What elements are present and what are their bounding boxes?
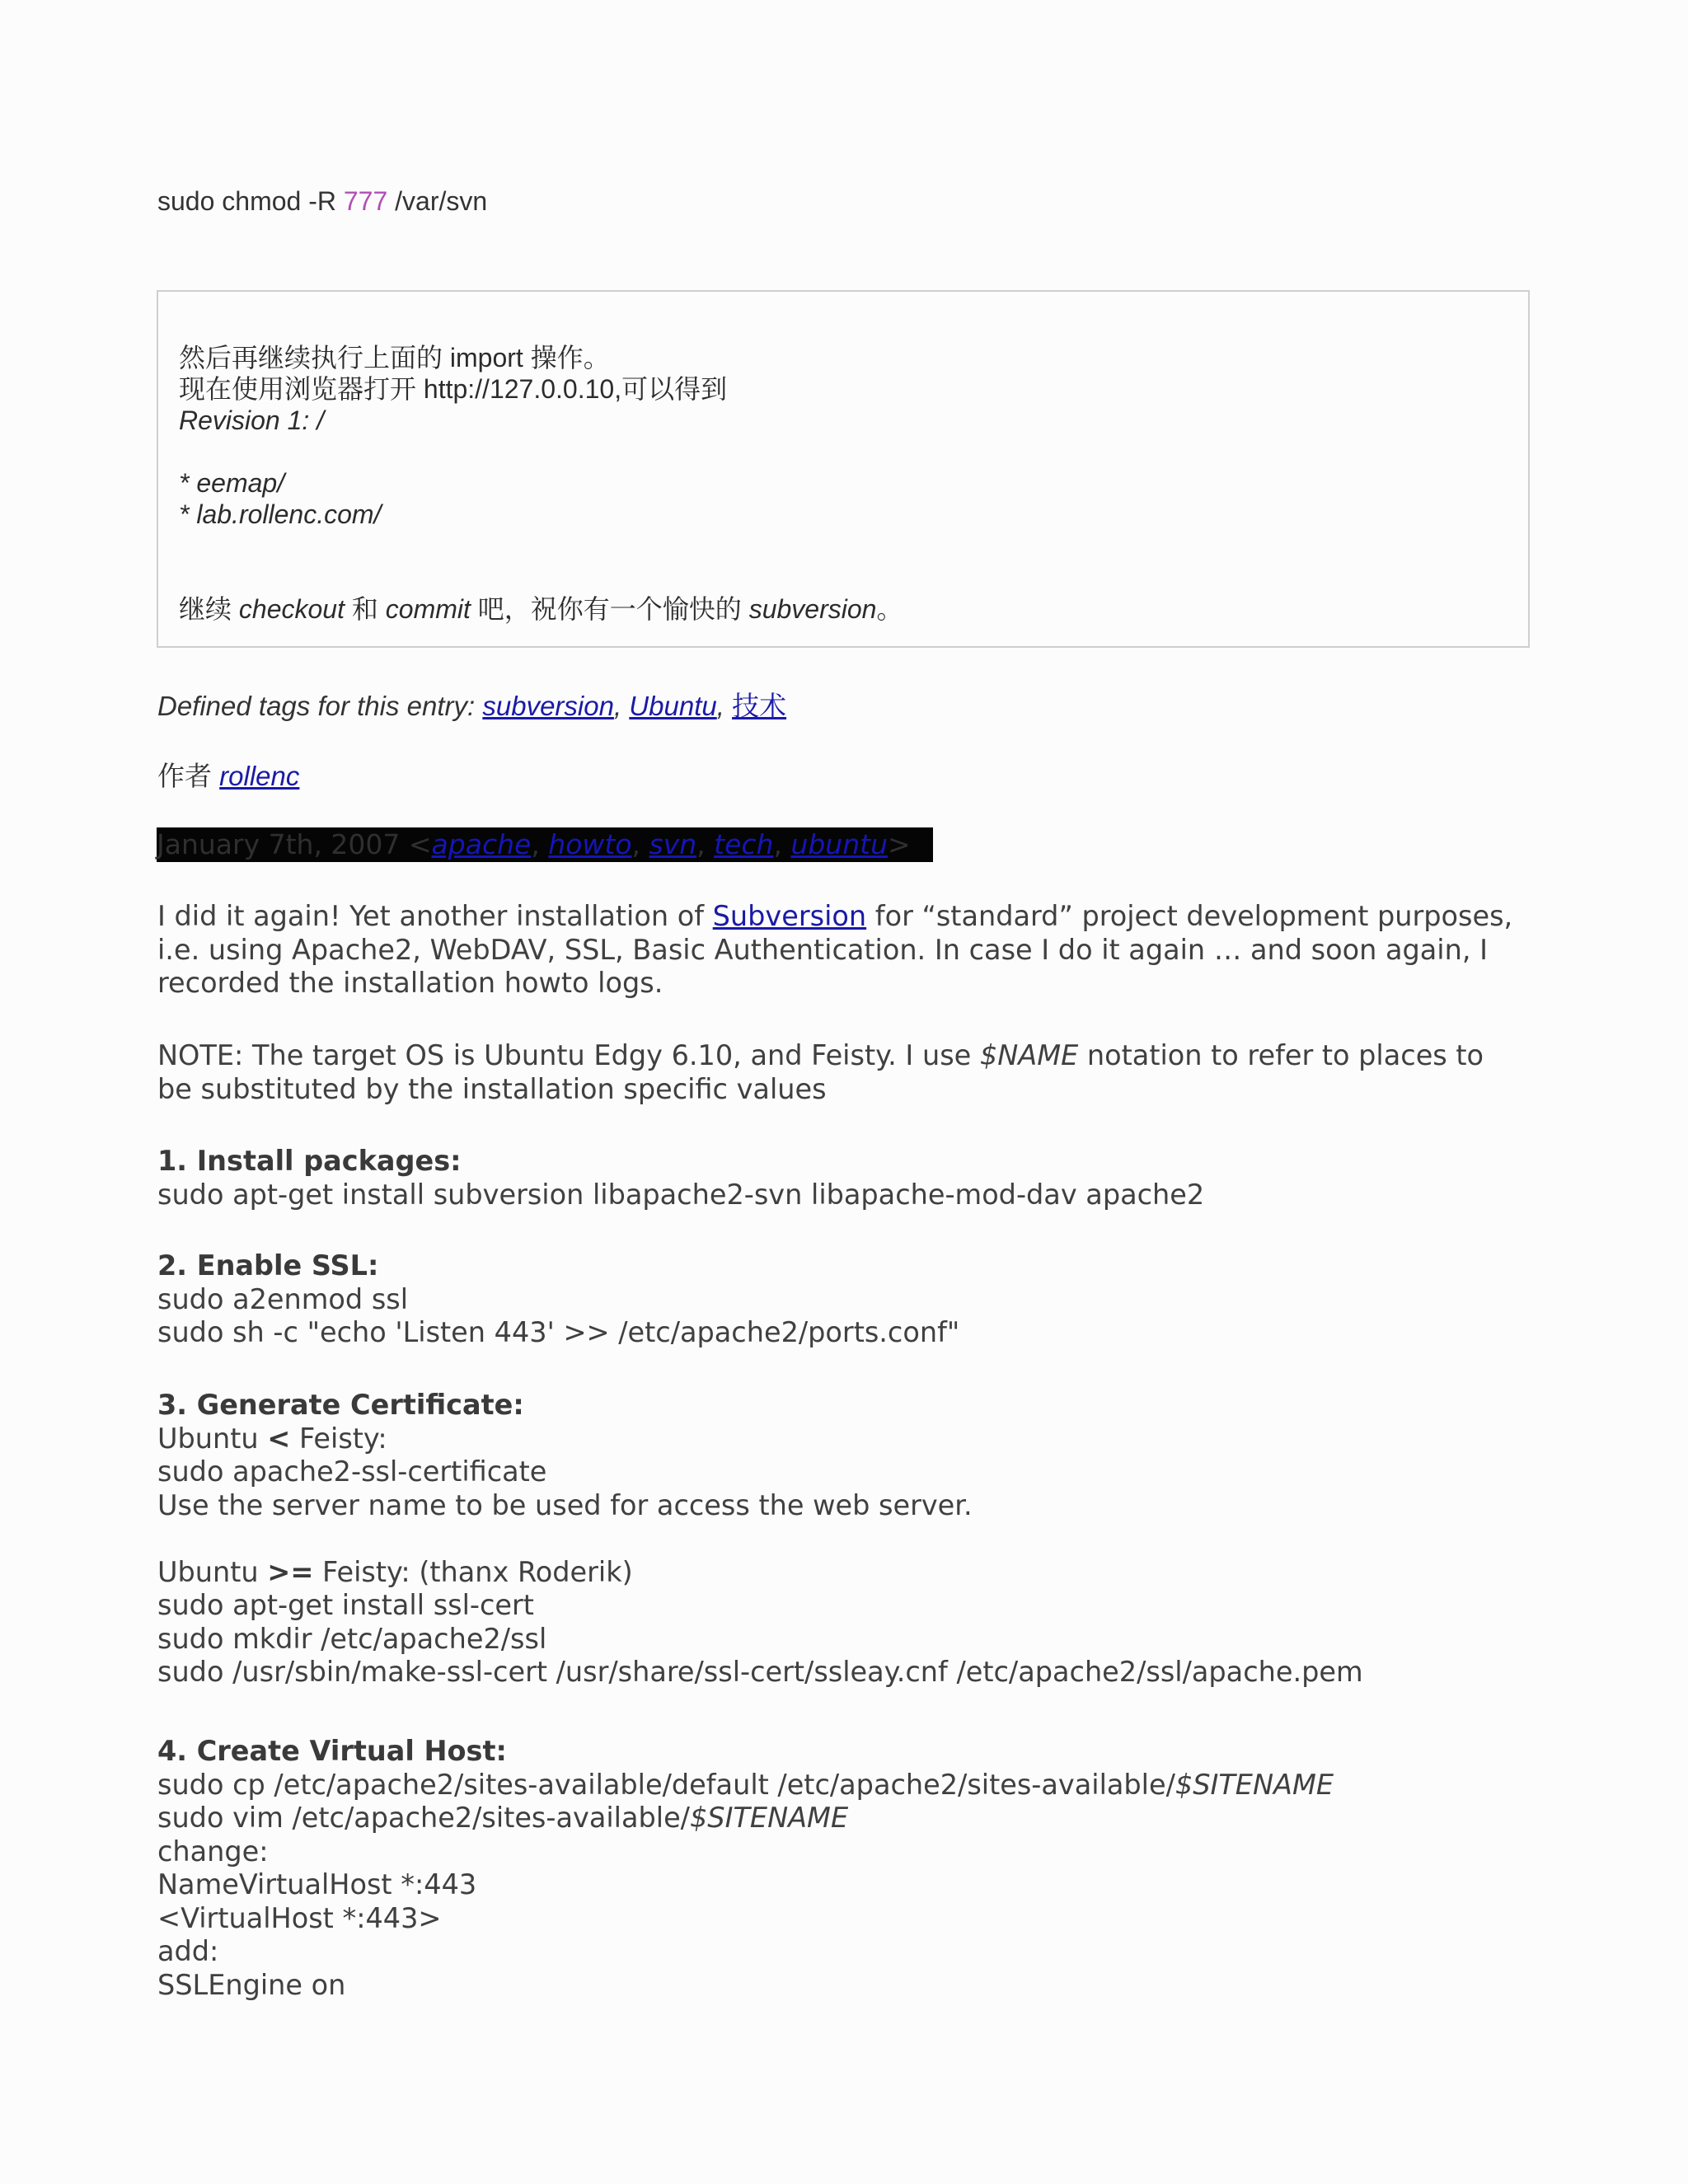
sitename-variable: $SITENAME bbox=[689, 1802, 849, 1834]
step-title: 3. Generate Certificate: bbox=[157, 1389, 524, 1421]
tag-link-tech[interactable]: 技术 bbox=[732, 691, 787, 721]
closing-part: 继续 bbox=[179, 594, 239, 624]
tags-label: Defined tags for this entry: bbox=[157, 691, 483, 721]
intro-text: I did it again! Yet another installation of bbox=[157, 900, 713, 932]
quote-line-lab: * lab.rollenc.com/ bbox=[179, 499, 382, 529]
step-text: Feisty: bbox=[290, 1422, 387, 1455]
step-command: sudo mkdir /etc/apache2/ssl bbox=[157, 1622, 547, 1655]
config-line: NameVirtualHost *:443 bbox=[157, 1868, 477, 1900]
quote-line-eemap: * eemap/ bbox=[179, 468, 285, 498]
quote-line-browser: 现在使用浏览器打开 http://127.0.0.10,可以得到 bbox=[179, 374, 728, 404]
step-generate-certificate bbox=[157, 1389, 1363, 1690]
category-separator: , bbox=[696, 828, 715, 860]
quote-box bbox=[157, 290, 1530, 648]
chmod-cmd-text: sudo chmod -R bbox=[157, 186, 344, 216]
intro-text: recorded the installation howto logs. bbox=[157, 967, 663, 999]
tag-link-ubuntu[interactable]: Ubuntu bbox=[629, 691, 717, 721]
step-text: change: bbox=[157, 1835, 269, 1868]
tag-separator: , bbox=[613, 691, 630, 721]
note-paragraph bbox=[157, 1039, 1484, 1106]
subversion-link[interactable]: Subversion bbox=[712, 900, 867, 932]
step-text: Use the server name to be used for access the web server. bbox=[157, 1488, 973, 1521]
post-date: January 7th, 2007 < bbox=[157, 828, 432, 860]
note-text: be substituted by the installation specific values bbox=[157, 1072, 827, 1105]
category-separator: , bbox=[773, 828, 791, 860]
step-command: sudo apt-get install ssl-cert bbox=[157, 1589, 534, 1621]
step-text: Ubuntu bbox=[157, 1555, 268, 1588]
tag-separator: , bbox=[716, 691, 733, 721]
closing-checkout: checkout bbox=[238, 594, 345, 624]
note-variable: $NAME bbox=[979, 1039, 1079, 1071]
step-operator: >= bbox=[267, 1555, 314, 1588]
step-command: sudo vim /etc/apache2/sites-available/ bbox=[157, 1802, 690, 1834]
closing-part: 和 bbox=[344, 594, 386, 624]
intro-paragraph bbox=[157, 900, 1512, 1001]
config-line: <VirtualHost *:443> bbox=[157, 1901, 442, 1934]
config-line: SSLEngine on bbox=[157, 1968, 346, 2001]
step-command: sudo apt-get install subversion libapache2-svn libapache-mod-dav apache2 bbox=[157, 1178, 1205, 1211]
step-install-packages bbox=[157, 1145, 1204, 1212]
intro-text: i.e. using Apache2, WebDAV, SSL, Basic Authentication. In case I do it again … and soon again, I bbox=[157, 933, 1489, 966]
quote-line-revision: Revision 1: / bbox=[179, 405, 325, 435]
closing-part: 吧，祝你有一个愉快的 bbox=[470, 594, 749, 624]
category-link-howto[interactable]: howto bbox=[548, 828, 632, 860]
intro-text: for “standard” project development purposes, bbox=[866, 900, 1513, 932]
chmod-mode-number: 777 bbox=[343, 186, 388, 216]
entry-tags bbox=[157, 685, 786, 724]
step-title: 1. Install packages: bbox=[157, 1145, 462, 1177]
step-text: Feisty: (thanx Roderik) bbox=[313, 1555, 633, 1588]
quote-line-closing bbox=[179, 593, 903, 625]
step-operator: < bbox=[267, 1422, 291, 1455]
step-title: 2. Enable SSL: bbox=[157, 1249, 379, 1282]
post-dateline bbox=[157, 827, 933, 862]
category-link-svn[interactable]: svn bbox=[649, 828, 697, 860]
step-command: sudo apache2-ssl-certificate bbox=[157, 1455, 547, 1488]
category-link-apache[interactable]: apache bbox=[431, 828, 532, 860]
step-command: sudo cp /etc/apache2/sites-available/default /etc/apache2/sites-available/ bbox=[157, 1768, 1175, 1801]
step-enable-ssl bbox=[157, 1249, 959, 1350]
note-text: NOTE: The target OS is Ubuntu Edgy 6.10, and Feisty. I use bbox=[157, 1039, 980, 1071]
author-link[interactable]: rollenc bbox=[219, 761, 300, 791]
closing-commit: commit bbox=[385, 594, 471, 624]
step-text: add: bbox=[157, 1935, 219, 1967]
step-title: 4. Create Virtual Host: bbox=[157, 1735, 507, 1767]
category-link-ubuntu[interactable]: ubuntu bbox=[790, 828, 888, 860]
author-label: 作者 bbox=[157, 761, 220, 791]
step-command: sudo /usr/sbin/make-ssl-cert /usr/share/ssl-cert/ssleay.cnf /etc/apache2/ssl/apache.pem bbox=[157, 1656, 1363, 1688]
tag-link-subversion[interactable]: subversion bbox=[482, 691, 614, 721]
note-text: notation to refer to places to bbox=[1078, 1039, 1484, 1071]
step-command: sudo sh -c "echo 'Listen 443' >> /etc/apache2/ports.conf" bbox=[157, 1316, 960, 1348]
sitename-variable: $SITENAME bbox=[1175, 1768, 1334, 1801]
category-separator: , bbox=[631, 828, 649, 860]
category-link-tech[interactable]: tech bbox=[714, 828, 774, 860]
step-create-virtual-host bbox=[157, 1735, 1334, 2002]
author-line bbox=[157, 755, 299, 794]
step-command: sudo a2enmod ssl bbox=[157, 1282, 409, 1315]
step-text: Ubuntu bbox=[157, 1422, 268, 1455]
dateline-close: > bbox=[887, 828, 911, 860]
closing-part: 。 bbox=[876, 594, 903, 624]
quote-line-import: 然后再继续执行上面的 import 操作。 bbox=[179, 343, 610, 373]
closing-subversion: subversion bbox=[748, 594, 877, 624]
category-separator: , bbox=[531, 828, 549, 860]
chmod-command bbox=[157, 186, 487, 217]
chmod-path-text: /var/svn bbox=[387, 186, 488, 216]
